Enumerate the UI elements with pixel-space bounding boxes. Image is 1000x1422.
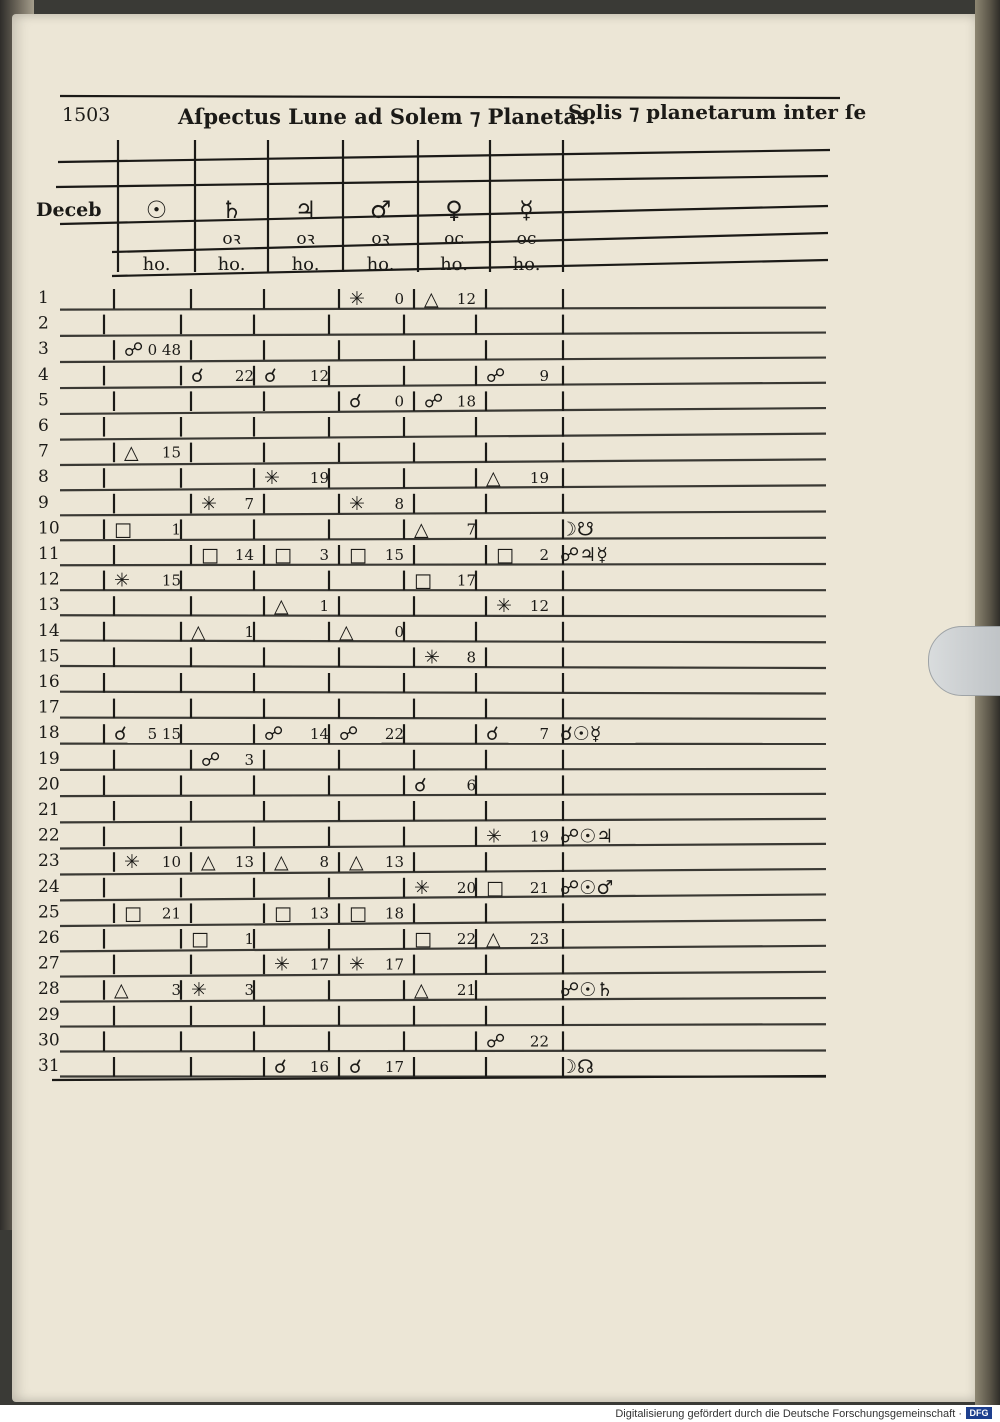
- row-rule: [60, 819, 826, 822]
- aspect-type-label: oꝛ: [296, 229, 315, 249]
- aspect-symbol: ✳: [349, 288, 365, 310]
- day-number: 12: [38, 569, 60, 590]
- planet-symbol: ♃: [294, 196, 317, 224]
- planetary-note: ☌☉☿: [560, 723, 602, 746]
- year-label: 1503: [62, 104, 111, 126]
- aspect-symbol: ✳: [124, 851, 140, 874]
- hour-value: 12: [309, 366, 329, 385]
- hour-value: 0: [394, 290, 404, 308]
- row-rule: [60, 794, 826, 796]
- day-number: 15: [38, 646, 60, 667]
- aspect-symbol: ☍: [264, 723, 284, 746]
- day-number: 24: [38, 876, 60, 897]
- aspect-symbol: □: [349, 902, 367, 925]
- day-number: 6: [38, 416, 49, 436]
- planet-symbol: ♀: [445, 196, 463, 224]
- aspect-symbol: △: [114, 979, 129, 1002]
- hour-value: 3: [171, 981, 181, 1000]
- page-title: Aſpectus Lune ad Solem ⁊ Planetas.: [178, 104, 597, 129]
- aspect-symbol: □: [124, 902, 142, 925]
- aspect-symbol: △: [339, 620, 354, 643]
- aspect-symbol: ☌: [349, 390, 362, 413]
- planetary-note: ☽☋: [560, 518, 594, 541]
- row-rule: [60, 641, 826, 643]
- aspect-type-label: oc: [444, 229, 464, 249]
- hour-value: 17: [384, 955, 404, 974]
- row-rule: [60, 1050, 826, 1051]
- hour-value: 5 15: [147, 725, 181, 744]
- hour-value: 8: [466, 648, 476, 667]
- hours-label: ho.: [512, 254, 541, 275]
- row-rule: [60, 769, 826, 770]
- hour-value: 19: [529, 827, 549, 846]
- hour-value: 13: [309, 904, 329, 923]
- hour-value: 7: [466, 520, 476, 539]
- aspect-symbol: ✳: [496, 595, 512, 618]
- aspect-symbol: □: [114, 518, 132, 541]
- hour-value: 15: [161, 443, 181, 462]
- aspect-symbol: △: [201, 851, 216, 874]
- day-number: 28: [38, 979, 60, 1000]
- hour-value: 6: [466, 776, 476, 795]
- table-body: [38, 288, 613, 1078]
- hour-value: 0 48: [147, 341, 181, 360]
- hour-value: 17: [384, 1058, 404, 1076]
- day-number: 23: [38, 851, 60, 872]
- day-number: 31: [38, 1056, 60, 1076]
- hour-value: 8: [319, 853, 329, 872]
- row-rule: [60, 511, 826, 515]
- hour-value: 15: [161, 571, 181, 590]
- aspect-symbol: □: [274, 544, 292, 566]
- aspect-symbol: □: [414, 928, 432, 950]
- hours-label: ho.: [142, 254, 171, 275]
- hour-value: 1: [319, 597, 329, 616]
- day-number: 2: [38, 313, 49, 334]
- hours-label: ho.: [366, 254, 395, 275]
- day-number: 14: [38, 620, 60, 641]
- hour-value: 1: [171, 520, 181, 539]
- day-number: 29: [38, 1004, 60, 1025]
- aspect-symbol: □: [414, 569, 432, 592]
- row-rule: [60, 894, 826, 900]
- day-number: 30: [38, 1030, 60, 1051]
- aspect-symbol: ☍: [424, 390, 444, 413]
- hour-value: 13: [384, 853, 404, 872]
- planetary-note: ☽☊: [560, 1056, 594, 1078]
- hour-value: 21: [161, 904, 181, 923]
- planet-header-row: [143, 196, 541, 275]
- aspect-symbol: △: [414, 979, 429, 1002]
- day-number: 21: [38, 800, 60, 820]
- aspect-symbol: □: [191, 928, 209, 950]
- day-number: 16: [38, 672, 60, 692]
- row-rule: [60, 434, 826, 440]
- hour-value: 13: [234, 853, 254, 872]
- aspect-symbol: ✳: [201, 492, 217, 515]
- day-number: 19: [38, 748, 60, 769]
- aspect-symbol: ✳: [114, 569, 130, 592]
- aspect-symbol: ☌: [349, 1056, 362, 1078]
- aspect-symbol: △: [274, 851, 289, 874]
- hours-label: ho.: [440, 254, 468, 275]
- aspect-symbol: ✳: [191, 979, 207, 1002]
- aspect-symbol: ✳: [414, 876, 430, 899]
- hour-value: 21: [456, 981, 476, 1000]
- aspect-symbol: ☍: [339, 723, 359, 746]
- hours-label: ho.: [217, 254, 246, 275]
- day-number: 17: [38, 697, 60, 718]
- day-number: 1: [38, 288, 49, 308]
- row-rule: [60, 564, 826, 565]
- day-number: 26: [38, 928, 60, 948]
- day-number: 9: [38, 492, 49, 513]
- hour-value: 2: [539, 546, 549, 564]
- planetary-note: ☍☉♂: [560, 876, 614, 899]
- header-rule: [60, 96, 840, 98]
- aspect-symbol: △: [191, 620, 206, 643]
- hour-value: 10: [161, 853, 181, 872]
- planet-symbol: ☿: [519, 196, 534, 224]
- hour-value: 22: [384, 725, 404, 744]
- aspect-symbol: ☌: [191, 364, 204, 387]
- header-rule: [56, 176, 828, 187]
- hour-value: 23: [529, 930, 549, 948]
- aspect-symbol: △: [349, 851, 364, 874]
- aspect-symbol: ☍: [201, 748, 221, 771]
- row-rule: [60, 333, 826, 336]
- day-number: 13: [38, 595, 60, 616]
- aspect-symbol: △: [414, 518, 429, 541]
- row-rule: [60, 692, 826, 694]
- row-rule: [60, 666, 826, 668]
- day-number: 7: [38, 441, 49, 462]
- day-number: 4: [38, 364, 49, 385]
- header-rule: [58, 150, 830, 162]
- aspect-symbol: ☌: [486, 723, 499, 746]
- aspect-symbol: ☌: [114, 723, 127, 746]
- day-number: 20: [38, 774, 60, 795]
- hour-value: 19: [309, 469, 329, 488]
- row-rule: [60, 946, 826, 952]
- hour-value: 1: [244, 622, 254, 641]
- dfg-logo: DFG: [966, 1407, 992, 1419]
- day-number: 5: [38, 390, 49, 411]
- day-number: 18: [38, 723, 60, 744]
- row-rule: [60, 1024, 826, 1026]
- planetary-note: ☍☉♃: [560, 825, 614, 848]
- aspect-symbol: □: [486, 876, 504, 899]
- header-rule: [112, 233, 828, 252]
- planet-symbol: ☉: [145, 196, 168, 224]
- hour-value: 18: [456, 392, 476, 411]
- hour-value: 8: [394, 494, 404, 513]
- hour-value: 9: [539, 366, 549, 385]
- hour-value: 3: [244, 981, 254, 1000]
- aspect-symbol: △: [274, 595, 289, 618]
- aspect-symbol: □: [274, 902, 292, 925]
- row-rule: [60, 718, 826, 719]
- hour-value: 12: [456, 290, 476, 308]
- header-rule: [60, 206, 828, 224]
- hour-value: 12: [529, 597, 549, 616]
- month-label: Deceb: [36, 199, 102, 221]
- aspect-symbol: □: [201, 544, 219, 566]
- hour-value: 0: [394, 392, 404, 411]
- row-rule: [60, 485, 826, 490]
- aspect-symbol: ✳: [486, 825, 502, 848]
- hour-value: 3: [244, 750, 254, 769]
- hour-value: 17: [309, 955, 329, 974]
- day-number: 8: [38, 467, 49, 488]
- aspect-symbol: ✳: [274, 953, 290, 976]
- planetary-note: ☍♃☿: [560, 544, 608, 566]
- hour-value: 0: [394, 622, 404, 641]
- hour-value: 20: [456, 878, 476, 897]
- hour-value: 1: [244, 930, 254, 948]
- row-rule: [60, 383, 826, 388]
- aspect-symbol: ☌: [264, 364, 277, 387]
- aspect-symbol: ☌: [414, 774, 427, 797]
- hour-value: 19: [529, 469, 549, 488]
- row-rule: [60, 844, 826, 849]
- aspect-symbol: ✳: [349, 953, 365, 976]
- aspect-symbol: ☍: [486, 364, 506, 387]
- hour-value: 7: [539, 725, 549, 744]
- aspect-symbol: △: [486, 928, 501, 950]
- aspect-symbol: ☍: [124, 339, 144, 362]
- planet-symbol: ♄: [220, 196, 243, 224]
- aspect-symbol: □: [496, 544, 514, 566]
- aspect-symbol: △: [424, 288, 439, 310]
- right-title: Solis ⁊ planetarum inter ſe: [568, 100, 867, 124]
- aspect-symbol: △: [124, 441, 139, 464]
- aspect-type-label: oꝛ: [222, 229, 241, 249]
- hour-value: 14: [309, 725, 329, 744]
- hour-value: 17: [456, 571, 476, 590]
- day-number: 11: [38, 544, 60, 564]
- planet-symbol: ♂: [369, 196, 392, 224]
- hour-value: 7: [244, 494, 254, 513]
- aspect-type-label: oc: [516, 229, 537, 249]
- day-number: 27: [38, 953, 60, 974]
- hour-value: 16: [309, 1058, 329, 1076]
- row-rule: [60, 308, 826, 310]
- day-number: 10: [38, 518, 60, 539]
- aspect-symbol: ☌: [274, 1056, 287, 1078]
- planetary-note: ☍☉♄: [560, 979, 614, 1002]
- aspect-symbol: △: [486, 467, 501, 490]
- day-number: 25: [38, 902, 60, 923]
- row-rule: [60, 615, 826, 616]
- hours-label: ho.: [291, 254, 320, 275]
- hour-value: 18: [384, 904, 404, 923]
- day-number: 22: [38, 825, 60, 846]
- hour-value: 21: [529, 878, 549, 897]
- aspect-type-label: oꝛ: [371, 229, 390, 249]
- aspect-symbol: □: [349, 544, 367, 566]
- aspect-symbol: ✳: [349, 492, 365, 515]
- day-number: 3: [38, 339, 49, 360]
- footer-credit: Digitalisierung gefördert durch die Deutsche Forschungsgemeinschaft ·: [615, 1408, 962, 1420]
- hour-value: 22: [456, 930, 476, 948]
- aspect-symbol: ☍: [486, 1030, 506, 1053]
- aspect-symbol: ✳: [424, 646, 440, 669]
- hour-value: 22: [529, 1032, 549, 1051]
- hour-value: 3: [319, 546, 329, 564]
- hour-value: 15: [384, 546, 404, 564]
- aspect-symbol: ✳: [264, 467, 280, 490]
- row-rule: [60, 972, 826, 977]
- hour-value: 14: [234, 546, 254, 564]
- hour-value: 22: [234, 366, 254, 385]
